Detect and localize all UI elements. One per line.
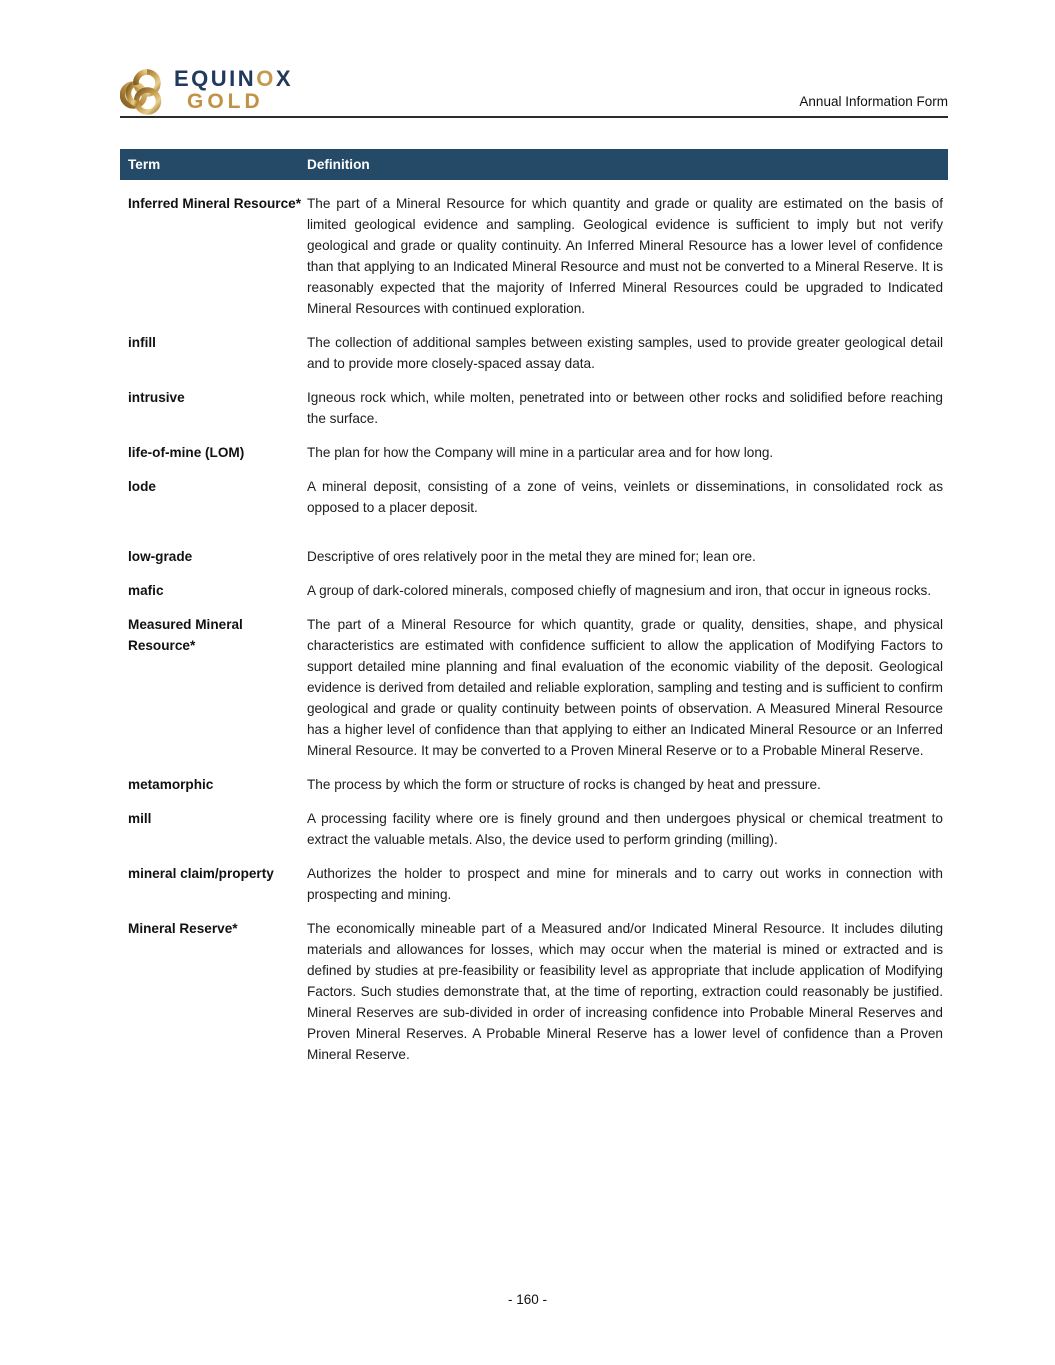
definition-cell: A group of dark-colored minerals, composed chiefly of magnesium and iron, that occur in igneous rocks. [307,583,932,598]
glossary-row [120,863,948,905]
logo-wordmark-equinox: EQUINOX [174,66,293,91]
definition-cell: A processing facility where ore is finely ground and then undergoes physical or chemical treatment to extract the valuable metals. Also, the device used to perform grinding (milling). [307,811,943,847]
term-cell: Measured Mineral Resource* [128,617,243,653]
column-header-term: Term [128,157,161,172]
term-cell: mill [128,811,152,826]
definition-cell: Authorizes the holder to prospect and mine for minerals and to carry out works in connection with prospecting and mining. [307,866,943,902]
term-cell: mineral claim/property [128,866,274,881]
glossary-row [120,614,948,761]
glossary-table [120,149,948,1065]
page-content [120,0,948,1078]
term-cell: metamorphic [128,777,214,792]
glossary-row [120,442,948,463]
term-cell: infill [128,335,156,350]
header-divider [120,116,948,118]
definition-cell: A mineral deposit, consisting of a zone of veins, veinlets or disseminations, in consolidated rock as opposed to a placer deposit. [307,479,943,515]
glossary-row [120,808,948,850]
document-header [120,0,948,115]
glossary-row [120,918,948,1065]
glossary-row [120,193,948,319]
term-cell: Inferred Mineral Resource* [128,196,302,211]
definition-cell: The collection of additional samples between existing samples, used to provide greater geological detail and to provide more closely-spaced assay data. [307,335,943,371]
glossary-row [120,476,948,518]
definition-cell: The part of a Mineral Resource for which quantity and grade or quality are estimated on the basis of limited geological evidence and sampling. Geological evidence is sufficient to imply but not verify geological and grade or quality continuity. An Inferred Mineral Resource has a lower level of confidence than that applying to an Indicated Mineral Resource and must not be converted to a Mineral Reserve. It is reasonably expected that the majority of Inferred Mineral Resources could be upgraded to Indicated Mineral Resources with continued exploration. [307,196,943,316]
glossary-row [120,332,948,374]
glossary-row [120,387,948,429]
glossary-rows [120,193,948,1065]
term-cell: low-grade [128,549,193,564]
page-number: - 160 - [507,1292,548,1307]
glossary-row [120,546,948,567]
term-cell: life-of-mine (LOM) [128,445,245,460]
column-header-definition: Definition [307,157,370,172]
term-cell: mafic [128,583,164,598]
logo-wordmark [174,68,293,112]
definition-cell: Descriptive of ores relatively poor in the metal they are mined for; lean ore. [307,549,756,564]
term-cell: Mineral Reserve* [128,921,238,936]
term-cell: lode [128,479,156,494]
term-cell: intrusive [128,390,185,405]
glossary-row [120,580,948,601]
glossary-table-header [120,149,948,180]
glossary-row [120,774,948,795]
equinox-gold-logo [120,68,293,115]
logo-wordmark-gold: GOLD [187,90,264,113]
definition-cell: The part of a Mineral Resource for which quantity, grade or quality, densities, shape, and physical characteristics are estimated with confidence sufficient to allow the application of Modifying Factors to support detailed mine planning and final evaluation of the economic viability of the deposit. Geological evidence is derived from detailed and reliable exploration, sampling and testing and is sufficient to confirm geological and grade or quality continuity between points of observation. A Measured Mineral Resource has a higher level of confidence than that applying to either an Indicated Mineral Resource or an Inferred Mineral Resource. It may be converted to a Proven Mineral Reserve or to a Probable Mineral Reserve. [307,617,943,758]
definition-cell: Igneous rock which, while molten, penetrated into or between other rocks and solidified before reaching the surface. [307,390,943,426]
definition-cell: The economically mineable part of a Measured and/or Indicated Mineral Resource. It includes diluting materials and allowances for losses, which may occur when the material is mined or extracted and is defined by studies at pre-feasibility or feasibility level as appropriate that include application of Modifying Factors. Such studies demonstrate that, at the time of reporting, extraction could reasonably be justified. Mineral Reserves are sub-divided in order of increasing confidence into Probable Mineral Reserves and Proven Mineral Reserves. A Probable Mineral Reserve has a lower level of confidence than a Proven Mineral Reserve. [307,921,943,1062]
definition-cell: The process by which the form or structure of rocks is changed by heat and pressure. [307,777,821,792]
definition-cell: The plan for how the Company will mine in a particular area and for how long. [307,445,774,460]
document-title: Annual Information Form [799,94,948,109]
page-footer [0,1292,1055,1307]
interlocking-rings-icon [120,69,166,115]
